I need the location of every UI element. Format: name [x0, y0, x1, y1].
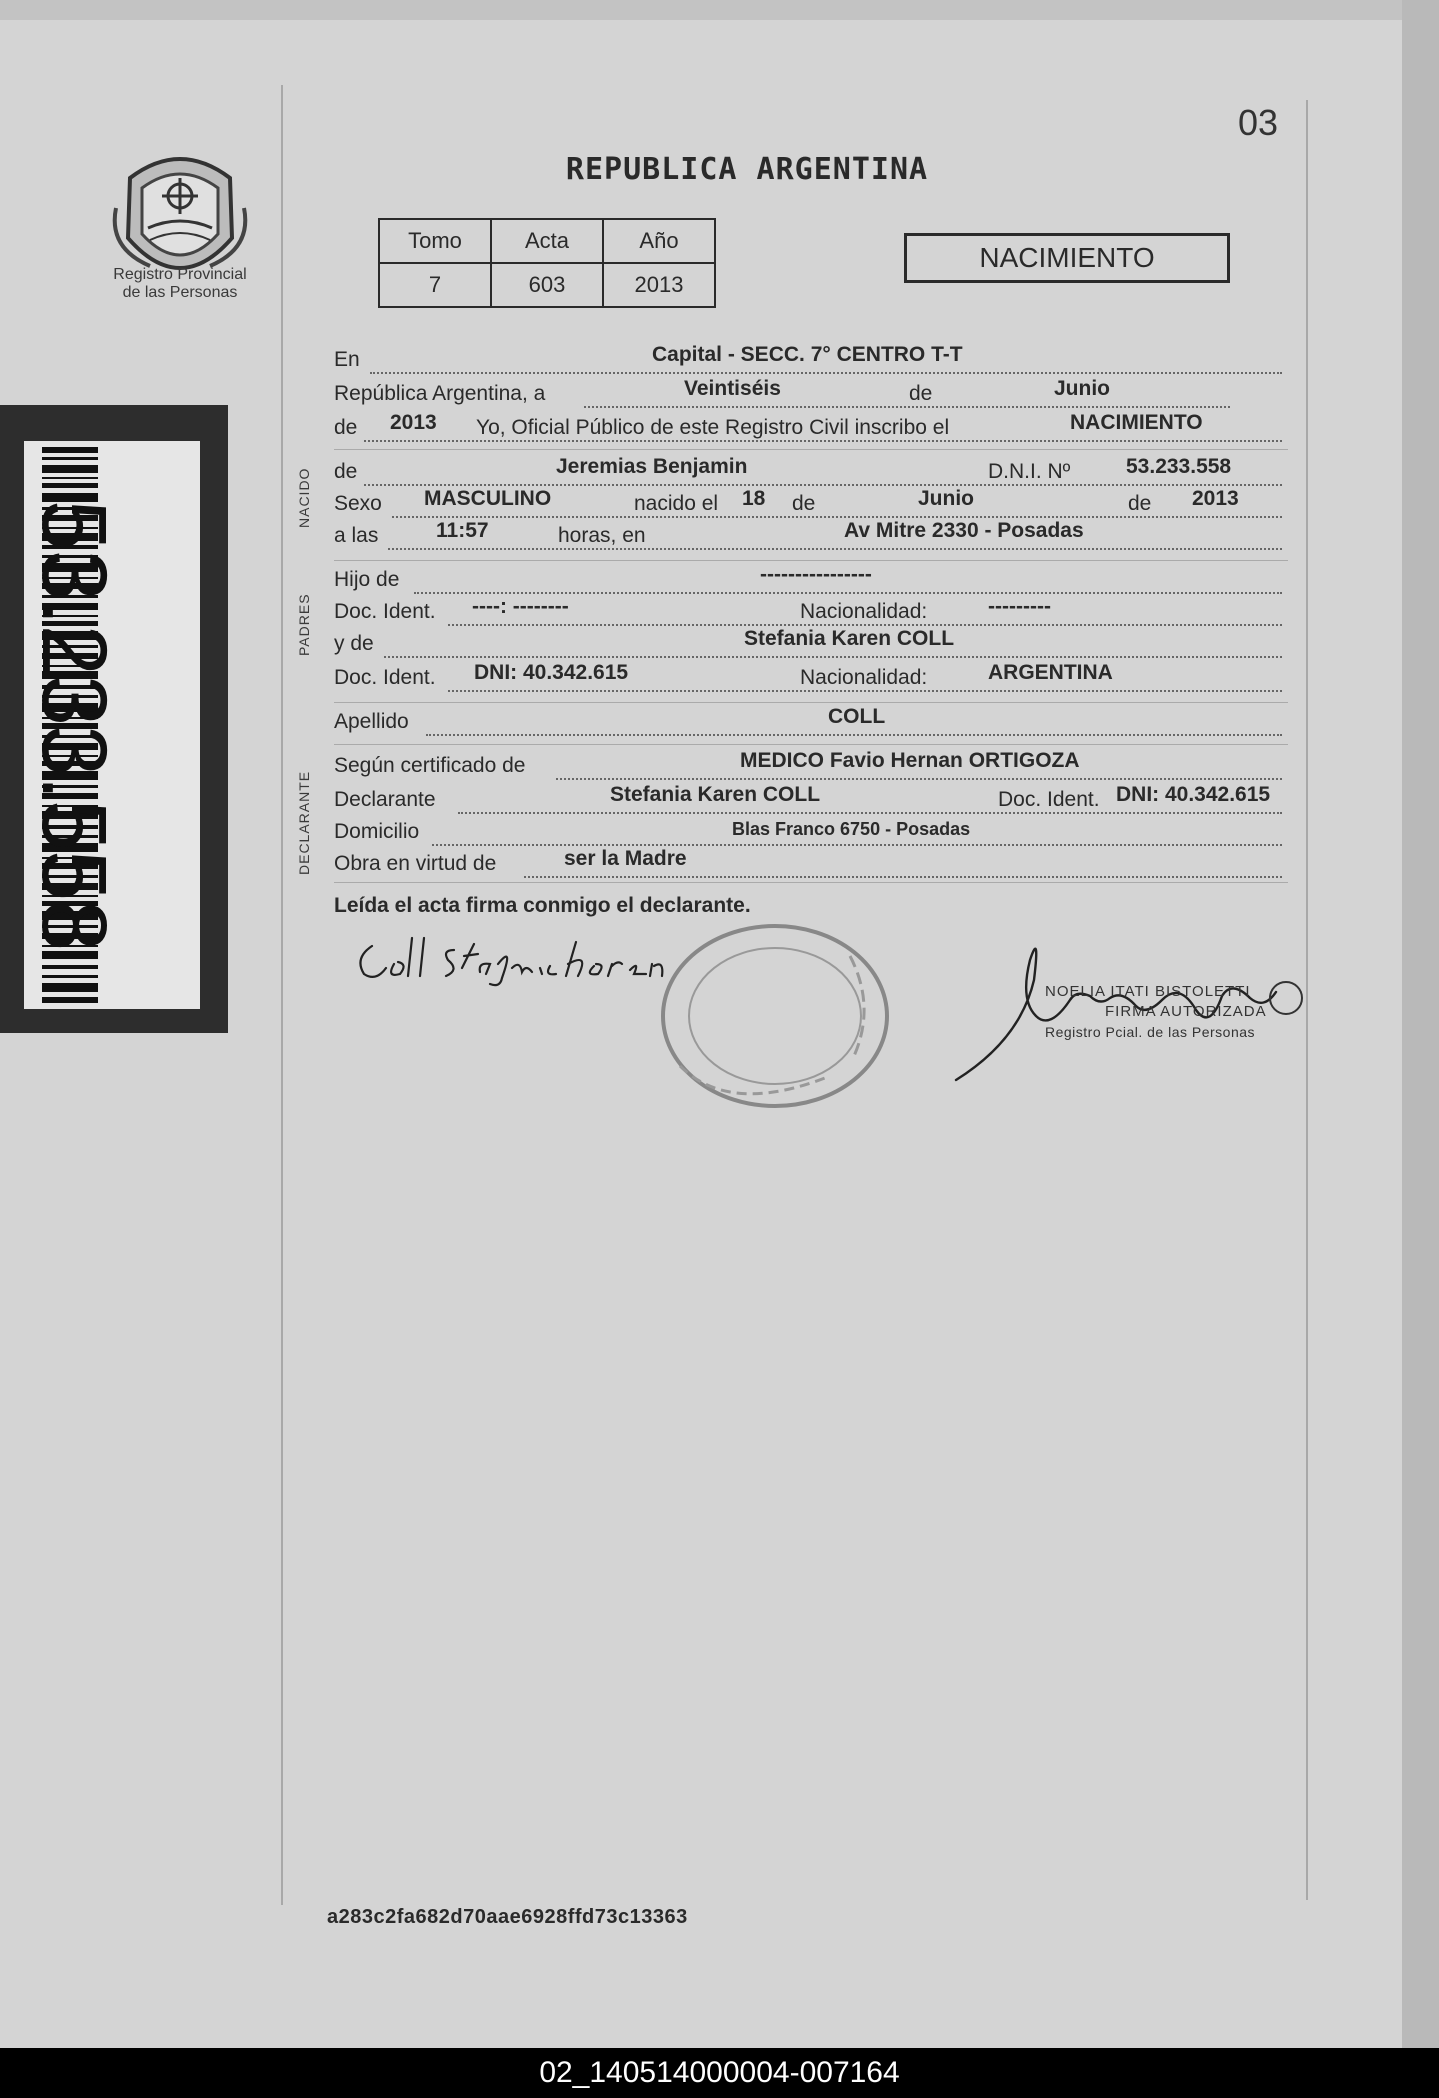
- label-obra: Obra en virtud de: [334, 852, 497, 875]
- anio-value: 2013: [603, 263, 715, 307]
- value-anio-registro: 2013: [390, 411, 437, 434]
- value-padre-nac: ---------: [988, 595, 1051, 618]
- value-dni: 53.233.558: [1126, 455, 1232, 478]
- value-lugar-nacimiento: Av Mitre 2330 - Posadas: [844, 519, 1084, 542]
- record-type-box: NACIMIENTO: [904, 233, 1230, 283]
- value-certificado: MEDICO Favio Hernan ORTIGOZA: [740, 749, 1080, 772]
- row-certificado: [334, 749, 1282, 782]
- value-domicilio: Blas Franco 6750 - Posadas: [732, 819, 971, 839]
- value-hora: 11:57: [436, 519, 489, 542]
- row-nombre: [334, 455, 1282, 488]
- value-dia-registro: Veintiséis: [684, 377, 781, 400]
- row-padre-doc: [334, 595, 1282, 628]
- acta-value: 603: [491, 263, 603, 307]
- row-declarante: [334, 783, 1282, 816]
- label-horas-en: horas, en: [554, 524, 650, 548]
- label-decl-doc: Doc. Ident.: [994, 788, 1104, 812]
- scan-footer-id: 02_140514000004-007164: [0, 2048, 1439, 2098]
- value-madre: Stefania Karen COLL: [744, 627, 955, 650]
- side-label-declarante: DECLARANTE: [296, 770, 312, 875]
- signatory-role: FIRMA AUTORIZADA: [1105, 1003, 1267, 1020]
- label-sexo: Sexo: [334, 492, 382, 515]
- page-number: 03: [1238, 102, 1279, 143]
- value-sexo: MASCULINO: [424, 487, 552, 510]
- row-hijo: [334, 563, 1282, 596]
- scan-right-edge: [1402, 0, 1439, 2048]
- signatory-office: Registro Pcial. de las Personas: [1045, 1024, 1256, 1040]
- value-padre: ----------------: [760, 563, 872, 586]
- label-de-2: de: [334, 416, 358, 439]
- scan-top-strip: [0, 0, 1402, 22]
- tomo-value: 7: [379, 263, 491, 307]
- value-declarante: Stefania Karen COLL: [610, 783, 821, 806]
- label-nacionalidad-2: Nacionalidad:: [796, 666, 931, 690]
- tomo-header: Tomo: [379, 219, 491, 263]
- value-tipo: NACIMIENTO: [1070, 411, 1203, 434]
- closing-statement: Leída el acta firma conmigo el declarante.: [334, 894, 751, 917]
- section-separator: [334, 449, 1288, 450]
- row-republica: [334, 377, 1282, 410]
- value-mes-registro: Junio: [1054, 377, 1110, 400]
- sticker-number: 53.233.558: [23, 499, 125, 951]
- label-republica: República Argentina, a: [334, 382, 546, 405]
- side-label-nacido: NACIDO: [296, 467, 312, 528]
- label-de: de: [906, 382, 935, 406]
- tomo-acta-anio-table: [378, 218, 716, 308]
- value-nac-mes: Junio: [918, 487, 974, 510]
- section-separator: [334, 882, 1288, 883]
- authorized-signature-block: [1045, 982, 1267, 1042]
- acta-header: Acta: [491, 219, 603, 263]
- label-doc-ident-2: Doc. Ident.: [334, 666, 436, 689]
- id-sticker: [0, 405, 228, 1033]
- dots: [388, 524, 1282, 550]
- row-madre-doc: [334, 661, 1282, 694]
- section-separator: [334, 702, 1288, 703]
- row-madre: [334, 627, 1282, 660]
- value-padre-doc: ----: --------: [472, 595, 569, 618]
- value-obra: ser la Madre: [564, 847, 687, 870]
- value-nombre: Jeremias Benjamin: [556, 455, 748, 478]
- row-domicilio: [334, 820, 1282, 848]
- label-doc-ident: Doc. Ident.: [334, 600, 436, 623]
- sticker-body: [24, 441, 200, 1009]
- label-certificado: Según certificado de: [334, 754, 526, 777]
- section-separator: [334, 744, 1288, 745]
- label-nac-de-2: de: [1124, 492, 1155, 516]
- label-dni: D.N.I. Nº: [984, 460, 1074, 484]
- document-title: REPUBLICA ARGENTINA: [565, 152, 929, 187]
- value-nac-anio: 2013: [1192, 487, 1239, 510]
- row-hora: [334, 519, 1282, 552]
- caption-line-1: Registro Provincial: [113, 266, 247, 283]
- registry-caption: [90, 266, 270, 302]
- label-domicilio: Domicilio: [334, 820, 420, 843]
- value-decl-doc: DNI: 40.342.615: [1116, 783, 1271, 806]
- side-label-padres: PADRES: [296, 593, 312, 656]
- label-de-nombre: de: [334, 460, 358, 483]
- label-en: En: [334, 348, 360, 371]
- section-separator: [334, 560, 1288, 561]
- value-madre-doc: DNI: 40.342.615: [474, 661, 629, 684]
- anio-header: Año: [603, 219, 715, 263]
- label-declarante: Declarante: [334, 788, 436, 811]
- signatory-name: NOELIA ITATI BISTOLETTI: [1045, 983, 1251, 1000]
- label-nac-de: de: [788, 492, 819, 516]
- caption-line-2: de las Personas: [122, 284, 238, 301]
- row-sexo: [334, 487, 1282, 520]
- left-margin-line: [281, 85, 283, 1905]
- document-hash: a283c2fa682d70aae6928ffd73c13363: [327, 1906, 688, 1928]
- oficial-text: Yo, Oficial Público de este Registro Civil inscribo el: [472, 416, 953, 440]
- value-nac-dia: 18: [742, 487, 766, 510]
- value-madre-nac: ARGENTINA: [988, 661, 1113, 684]
- row-en: [334, 343, 1282, 376]
- row-oficial: [334, 411, 1282, 444]
- label-nacionalidad: Nacionalidad:: [796, 600, 931, 624]
- label-nacido-el: nacido el: [630, 492, 722, 516]
- label-hijo-de: Hijo de: [334, 568, 400, 591]
- label-y-de: y de: [334, 632, 374, 655]
- value-lugar-registro: Capital - SECC. 7° CENTRO T-T: [652, 343, 963, 366]
- label-apellido: Apellido: [334, 710, 409, 733]
- official-stamp: [640, 916, 910, 1116]
- row-obra: [334, 847, 1282, 880]
- value-apellido: COLL: [828, 705, 886, 728]
- label-a-las: a las: [334, 524, 379, 547]
- row-apellido: [334, 705, 1282, 738]
